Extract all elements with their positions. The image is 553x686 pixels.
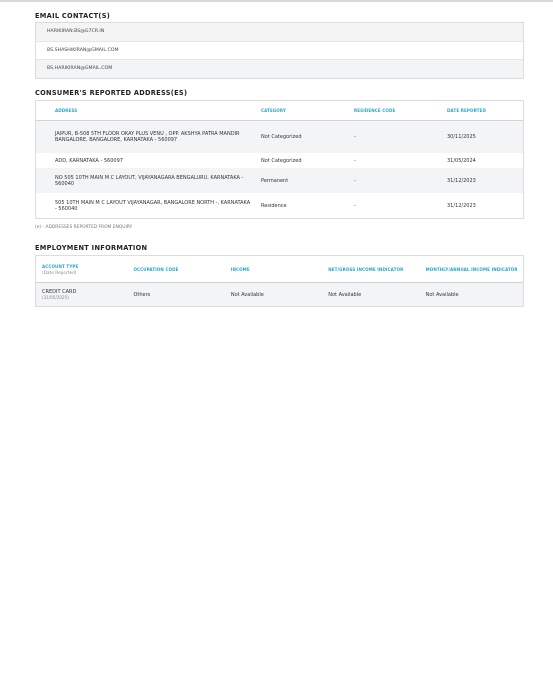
header-date-reported-sub: (Date Reported)	[42, 269, 77, 275]
employment-section-title: EMPLOYMENT INFORMATION	[35, 244, 148, 252]
residence-code-cell: -	[354, 177, 356, 184]
header-account-type-label: ACCOUNT TYPE	[42, 263, 79, 269]
employment-table-header	[36, 256, 523, 283]
address-table	[35, 100, 524, 219]
date-reported-cell: 31/12/2023	[447, 202, 476, 209]
address-cell: 505 10TH MAIN M C LAYOUT VIJAYANAGAR, BANGALORE NORTH -, KARNATAKA - 560040	[55, 199, 251, 212]
monthly-annual-income-cell: Not Available	[425, 291, 459, 298]
email-list	[35, 22, 524, 79]
table-row	[36, 193, 523, 218]
address-cell: ADD, KARNATAKA - 560097	[55, 157, 123, 164]
category-cell: Residence	[261, 202, 287, 209]
residence-code-cell: -	[354, 202, 356, 209]
email-item: BS.SHASHIKIRAN@GMAIL.COM	[36, 41, 523, 60]
table-row	[36, 283, 523, 306]
table-row	[36, 121, 523, 153]
address-section-title: CONSUMER'S REPORTED ADDRESS(ES)	[35, 89, 188, 97]
header-category: CATEGORY	[261, 108, 286, 113]
income-cell: Not Available	[230, 291, 264, 298]
net-gross-income-cell: Not Available	[328, 291, 362, 298]
date-reported-cell: 31/12/2023	[447, 177, 476, 184]
occupation-code-cell: Others	[133, 291, 151, 298]
account-type-cell	[36, 289, 133, 300]
header-account-type	[36, 264, 133, 275]
header-date-reported: DATE REPORTED	[447, 108, 486, 113]
email-section-title: EMAIL CONTACT(S)	[35, 12, 111, 20]
address-footnote: (e) - ADDRESSES REPORTED FROM ENQUIRY	[35, 225, 133, 230]
address-cell: NO 505 10TH MAIN M C LAYOUT, VIJAYANAGARA BENGALURU, KARNATAKA - 560040	[55, 174, 244, 187]
header-income: INCOME	[230, 266, 250, 272]
email-item: HARIKIRAN.BS@G7CR.IN	[36, 23, 523, 41]
header-net-gross-income-indicator: NET/GROSS INCOME INDICATOR	[328, 266, 404, 272]
header-occupation-code: OCCUPATION CODE	[133, 266, 179, 272]
address-cell: JAIPUR, B-508 5TH FLOOR OKAY PLUS VENU , OPP. AKSHYA PATRA MANDIR BANGALORE, BANGALORE, KARNATAKA - 560097	[55, 131, 240, 143]
employment-table	[35, 255, 524, 307]
top-divider	[0, 0, 553, 2]
table-row	[36, 168, 523, 193]
residence-code-cell: -	[354, 134, 356, 140]
category-cell: Permanent	[261, 177, 289, 184]
header-residence-code: RESIDENCE CODE	[354, 108, 396, 113]
category-cell: Not Categorized	[261, 134, 302, 140]
category-cell: Not Categorized	[261, 157, 302, 164]
email-item: BS.HARIKIRAN@GMAIL.COM	[36, 59, 523, 78]
date-reported-cell: 31/05/2024	[447, 157, 476, 164]
residence-code-cell: -	[354, 157, 356, 164]
account-type-value: CREDIT CARD	[42, 289, 77, 295]
table-row	[36, 153, 523, 168]
header-address: ADDRESS	[55, 108, 78, 113]
header-monthly-annual-income-indicator: MONTHLY/ANNUAL INCOME INDICATOR	[425, 266, 518, 272]
date-reported-cell: 30/11/2025	[447, 134, 476, 140]
address-table-header	[36, 101, 523, 121]
date-reported-value: (31/05/2025)	[42, 295, 69, 300]
